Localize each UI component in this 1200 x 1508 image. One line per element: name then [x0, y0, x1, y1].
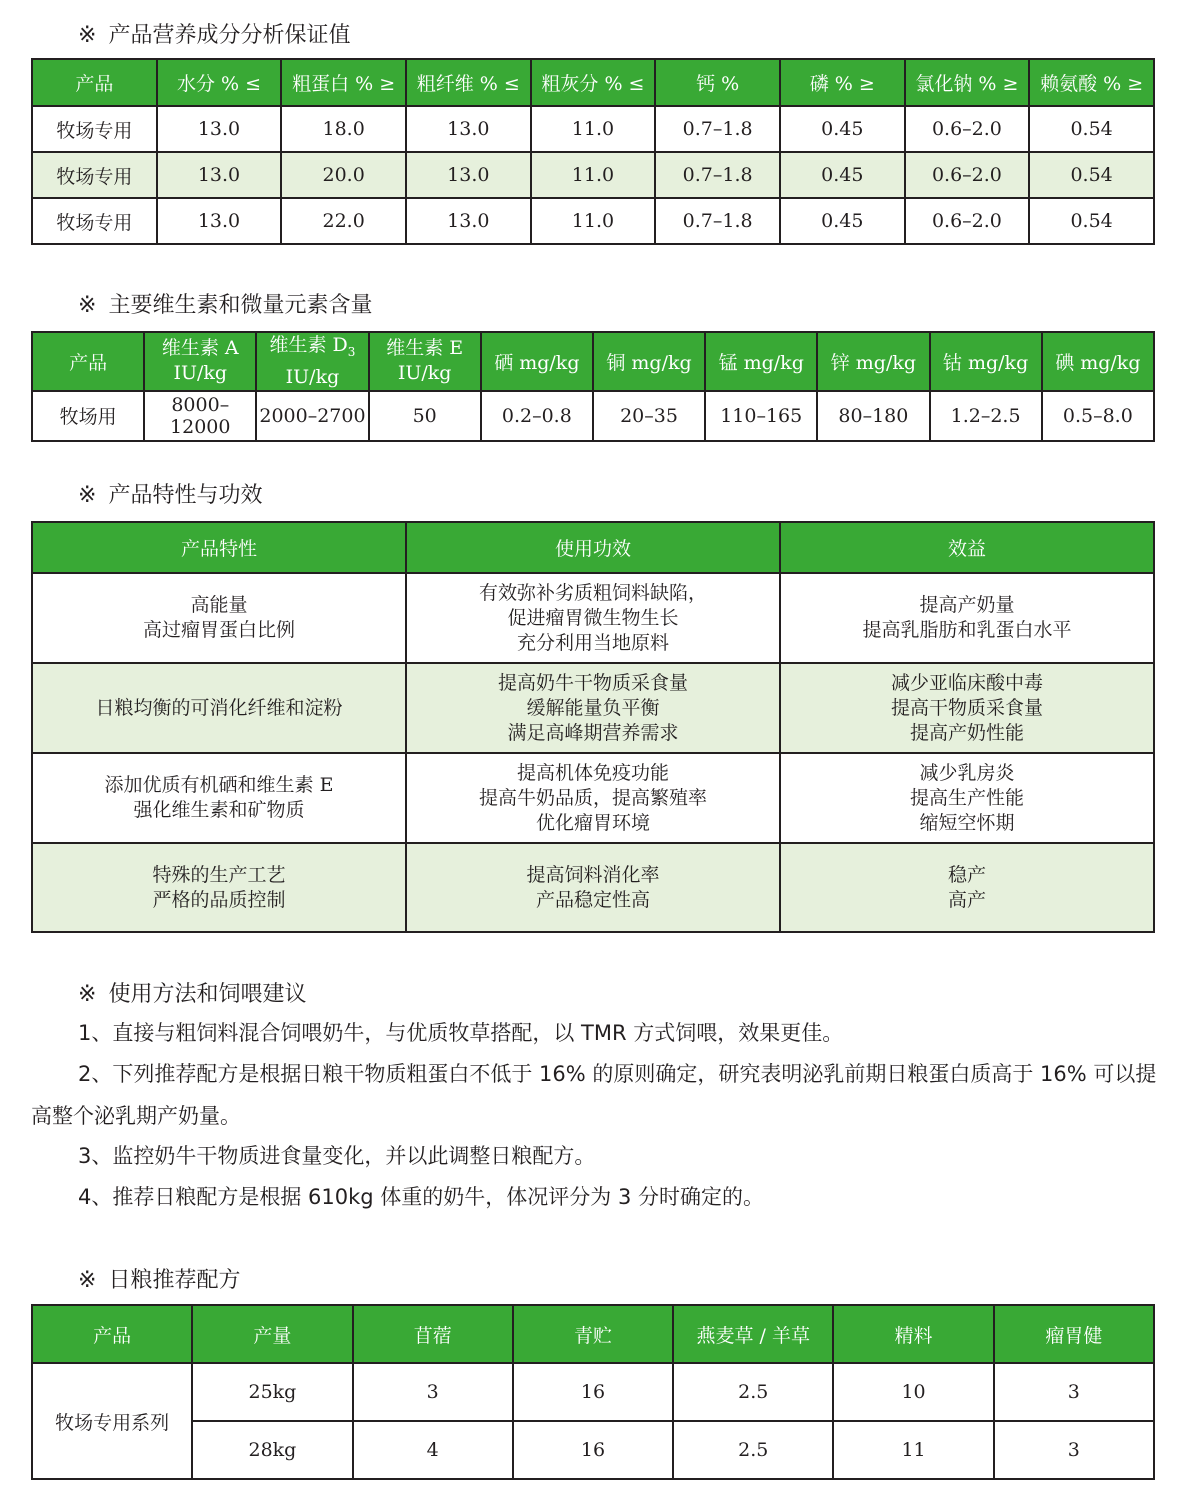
table-cell: [32, 753, 406, 843]
table-cell: 0.7–1.8: [655, 106, 780, 152]
header-cell: 锌 mg/kg: [817, 332, 929, 391]
cell-line: 提高乳脂肪和乳蛋白水平: [862, 619, 1072, 641]
header-cell: 锰 mg/kg: [705, 332, 817, 391]
table-row: [32, 1363, 1154, 1421]
nutrition-table: [31, 58, 1155, 245]
table-cell: [406, 753, 780, 843]
section-title-text: 产品营养成分分析保证值: [108, 23, 351, 48]
table-row: [32, 843, 1154, 932]
header-cell: 粗蛋白 % ≥: [281, 59, 406, 106]
header-cell: 产品: [32, 332, 144, 391]
cell-line: 有效弥补劣质粗饲料缺陷，: [478, 581, 707, 604]
cell-line: 高产: [947, 888, 986, 911]
section-title-nutrition: [78, 18, 350, 49]
header-cell: 碘 mg/kg: [1042, 332, 1154, 391]
header-cell: 钙 %: [655, 59, 780, 106]
table-cell: 18.0: [281, 106, 406, 152]
section-title-usage: [78, 977, 306, 1008]
table-cell: 13.0: [157, 198, 282, 244]
table-cell: 0.6–2.0: [905, 152, 1030, 198]
header-cell: 铜 mg/kg: [593, 332, 705, 391]
cell-line: 高过瘤胃蛋白比例: [142, 619, 295, 641]
table-cell: 0.54: [1029, 198, 1154, 244]
header-cell: 氯化钠 % ≥: [905, 59, 1030, 106]
section-title-features: [78, 478, 262, 509]
table-cell: 0.54: [1029, 152, 1154, 198]
header-cell: 粗灰分 % ≤: [531, 59, 656, 106]
header-cell: 产品: [32, 1305, 192, 1363]
reference-mark: ※: [78, 982, 97, 1007]
table-cell: 16: [513, 1421, 673, 1479]
header-line: 维生素 A: [161, 337, 239, 360]
header-cell-vitamin-a: [144, 332, 256, 391]
cell-line: 提高奶牛干物质采食量: [497, 671, 688, 694]
table-cell: 13.0: [406, 198, 531, 244]
header-line: IU/kg: [173, 362, 228, 385]
header-cell: 赖氨酸 % ≥: [1029, 59, 1154, 106]
table-cell: 4: [353, 1421, 513, 1479]
table-header-row: [32, 59, 1154, 106]
table-cell: [780, 663, 1154, 753]
table-cell: 牧场专用: [32, 106, 157, 152]
usage-paragraph-1: 1、直接与粗饲料混合饲喂奶牛，与优质牧草搭配，以 TMR 方式饲喂，效果更佳。: [78, 1021, 844, 1045]
header-cell: 苜蓿: [353, 1305, 513, 1363]
cell-line: 减少亚临床酸中毒: [890, 671, 1043, 694]
table-cell: [32, 843, 406, 932]
table-cell-product: 牧场专用系列: [32, 1363, 192, 1479]
table-cell: 0.45: [780, 152, 905, 198]
table-cell: [406, 843, 780, 932]
header-cell: 精料: [833, 1305, 993, 1363]
table-row: [32, 152, 1154, 198]
table-cell: 8000–12000: [144, 391, 256, 441]
table-row: [32, 198, 1154, 244]
cell-line: 特殊的生产工艺: [152, 863, 286, 886]
section-title-text: 日粮推荐配方: [108, 1268, 241, 1293]
section-title-formula: [78, 1263, 240, 1294]
table-cell: 0.45: [780, 198, 905, 244]
table-cell: [780, 843, 1154, 932]
table-row: [32, 391, 1154, 441]
table-row: [32, 106, 1154, 152]
table-row: [32, 573, 1154, 663]
cell-line: 提高产奶量: [919, 594, 1015, 616]
table-cell: 2.5: [673, 1363, 833, 1421]
table-cell: 13.0: [406, 152, 531, 198]
table-cell: 28kg: [192, 1421, 352, 1479]
table-cell: 11.0: [531, 106, 656, 152]
cell-line: 产品稳定性高: [535, 888, 650, 911]
table-cell: [32, 573, 406, 663]
reference-mark: ※: [78, 23, 97, 48]
table-cell: 3: [353, 1363, 513, 1421]
table-row: [32, 663, 1154, 753]
formula-table: [31, 1304, 1155, 1480]
table-cell: 25kg: [192, 1363, 352, 1421]
header-cell: 磷 % ≥: [780, 59, 905, 106]
table-cell: 0.7–1.8: [655, 152, 780, 198]
section-title-text: 使用方法和饲喂建议: [108, 982, 307, 1007]
table-cell: 2.5: [673, 1421, 833, 1479]
table-cell: 2000–2700: [256, 391, 368, 441]
cell-line: 促进瘤胃微生物生长: [507, 606, 679, 629]
cell-line: 提高饲料消化率: [526, 863, 660, 886]
cell-line: 减少乳房炎: [919, 761, 1015, 784]
table-cell: 0.6–2.0: [905, 106, 1030, 152]
cell-line: 强化维生素和矿物质: [133, 799, 305, 821]
table-cell: 13.0: [157, 106, 282, 152]
header-cell: 效益: [780, 522, 1154, 573]
table-cell: 13.0: [157, 152, 282, 198]
features-table: [31, 521, 1155, 933]
cell-line: 充分利用当地原料: [516, 631, 669, 654]
table-cell: 牧场用: [32, 391, 144, 441]
table-header-row: [32, 522, 1154, 573]
reference-mark: ※: [78, 483, 97, 508]
vitamins-table: [31, 331, 1155, 442]
table-header-row: [32, 332, 1154, 391]
table-cell: 牧场专用: [32, 152, 157, 198]
header-line: IU/kg: [397, 362, 452, 385]
cell-line: 提高干物质采食量: [890, 696, 1043, 719]
reference-mark: ※: [78, 1268, 97, 1293]
cell-line: 高能量: [190, 594, 248, 616]
table-cell: [780, 573, 1154, 663]
table-cell: 0.2–0.8: [481, 391, 593, 441]
header-cell: 产品: [32, 59, 157, 106]
cell-line: 缩短空怀期: [919, 811, 1015, 834]
usage-paragraph-2: 2、下列推荐配方是根据日粮干物质粗蛋白不低于 16% 的原则确定，研究表明泌乳前期日粮蛋白质高于 16% 可以提高整个泌乳期产奶量。: [31, 1062, 1157, 1128]
table-cell: [406, 573, 780, 663]
cell-line: 严格的品质控制: [152, 888, 286, 911]
table-cell: 11.0: [531, 198, 656, 244]
table-cell: 11: [833, 1421, 993, 1479]
header-cell: 燕麦草 / 羊草: [673, 1305, 833, 1363]
table-cell: 20.0: [281, 152, 406, 198]
cell-line: 提高牛奶品质，提高繁殖率: [478, 786, 707, 809]
table-cell: 22.0: [281, 198, 406, 244]
table-cell: 3: [994, 1421, 1154, 1479]
table-cell: 13.0: [406, 106, 531, 152]
table-cell: 1.2–2.5: [930, 391, 1042, 441]
header-cell: 瘤胃健: [994, 1305, 1154, 1363]
header-cell: 使用功效: [406, 522, 780, 573]
cell-line: 满足高峰期营养需求: [507, 721, 679, 744]
table-cell: 11.0: [531, 152, 656, 198]
header-cell: 产量: [192, 1305, 352, 1363]
table-cell: 3: [994, 1363, 1154, 1421]
table-row: [32, 1421, 1154, 1479]
cell-line: 提高机体免疫功能: [516, 761, 669, 784]
header-line: 维生素 E: [386, 337, 464, 360]
cell-line: 稳产: [947, 863, 986, 886]
table-cell: [406, 663, 780, 753]
cell-line: 添加优质有机硒和维生素 E: [104, 774, 334, 796]
reference-mark: ※: [78, 293, 97, 318]
table-cell: 10: [833, 1363, 993, 1421]
table-cell: [32, 663, 406, 753]
cell-line: 提高产奶性能: [909, 721, 1024, 744]
header-cell: 水分 % ≤: [157, 59, 282, 106]
table-cell: 0.54: [1029, 106, 1154, 152]
header-line: IU/kg: [285, 365, 340, 388]
table-cell: 20–35: [593, 391, 705, 441]
table-cell: 0.45: [780, 106, 905, 152]
table-cell: 80–180: [817, 391, 929, 441]
table-cell: 110–165: [705, 391, 817, 441]
section-title-text: 主要维生素和微量元素含量: [108, 293, 373, 318]
header-cell: 青贮: [513, 1305, 673, 1363]
header-text: 维生素 D: [269, 334, 348, 356]
table-cell: 16: [513, 1363, 673, 1421]
subscript: 3: [347, 344, 356, 359]
header-cell: 硒 mg/kg: [481, 332, 593, 391]
header-cell: 产品特性: [32, 522, 406, 573]
cell-line: 提高生产性能: [909, 786, 1024, 809]
usage-paragraph-3: 3、监控奶牛干物质进食量变化，并以此调整日粮配方。: [78, 1144, 596, 1168]
usage-paragraph-4: 4、推荐日粮配方是根据 610kg 体重的奶牛，体况评分为 3 分时确定的。: [78, 1185, 764, 1209]
table-cell: [780, 753, 1154, 843]
header-line: [257, 333, 367, 365]
table-cell: 0.5–8.0: [1042, 391, 1154, 441]
cell-line: 缓解能量负平衡: [526, 696, 660, 719]
table-row: [32, 753, 1154, 843]
cell-line: 优化瘤胃环境: [535, 811, 650, 834]
table-header-row: [32, 1305, 1154, 1363]
header-cell-vitamin-d3: [256, 332, 368, 391]
header-cell: 粗纤维 % ≤: [406, 59, 531, 106]
section-title-vitamins: [78, 288, 372, 319]
header-cell: 钴 mg/kg: [930, 332, 1042, 391]
table-cell: 0.6–2.0: [905, 198, 1030, 244]
table-cell: 50: [369, 391, 481, 441]
section-title-text: 产品特性与功效: [108, 483, 263, 508]
header-cell-vitamin-e: [369, 332, 481, 391]
table-cell: 0.7–1.8: [655, 198, 780, 244]
table-cell: 牧场专用: [32, 198, 157, 244]
cell-line: 日粮均衡的可消化纤维和淀粉: [95, 696, 343, 719]
